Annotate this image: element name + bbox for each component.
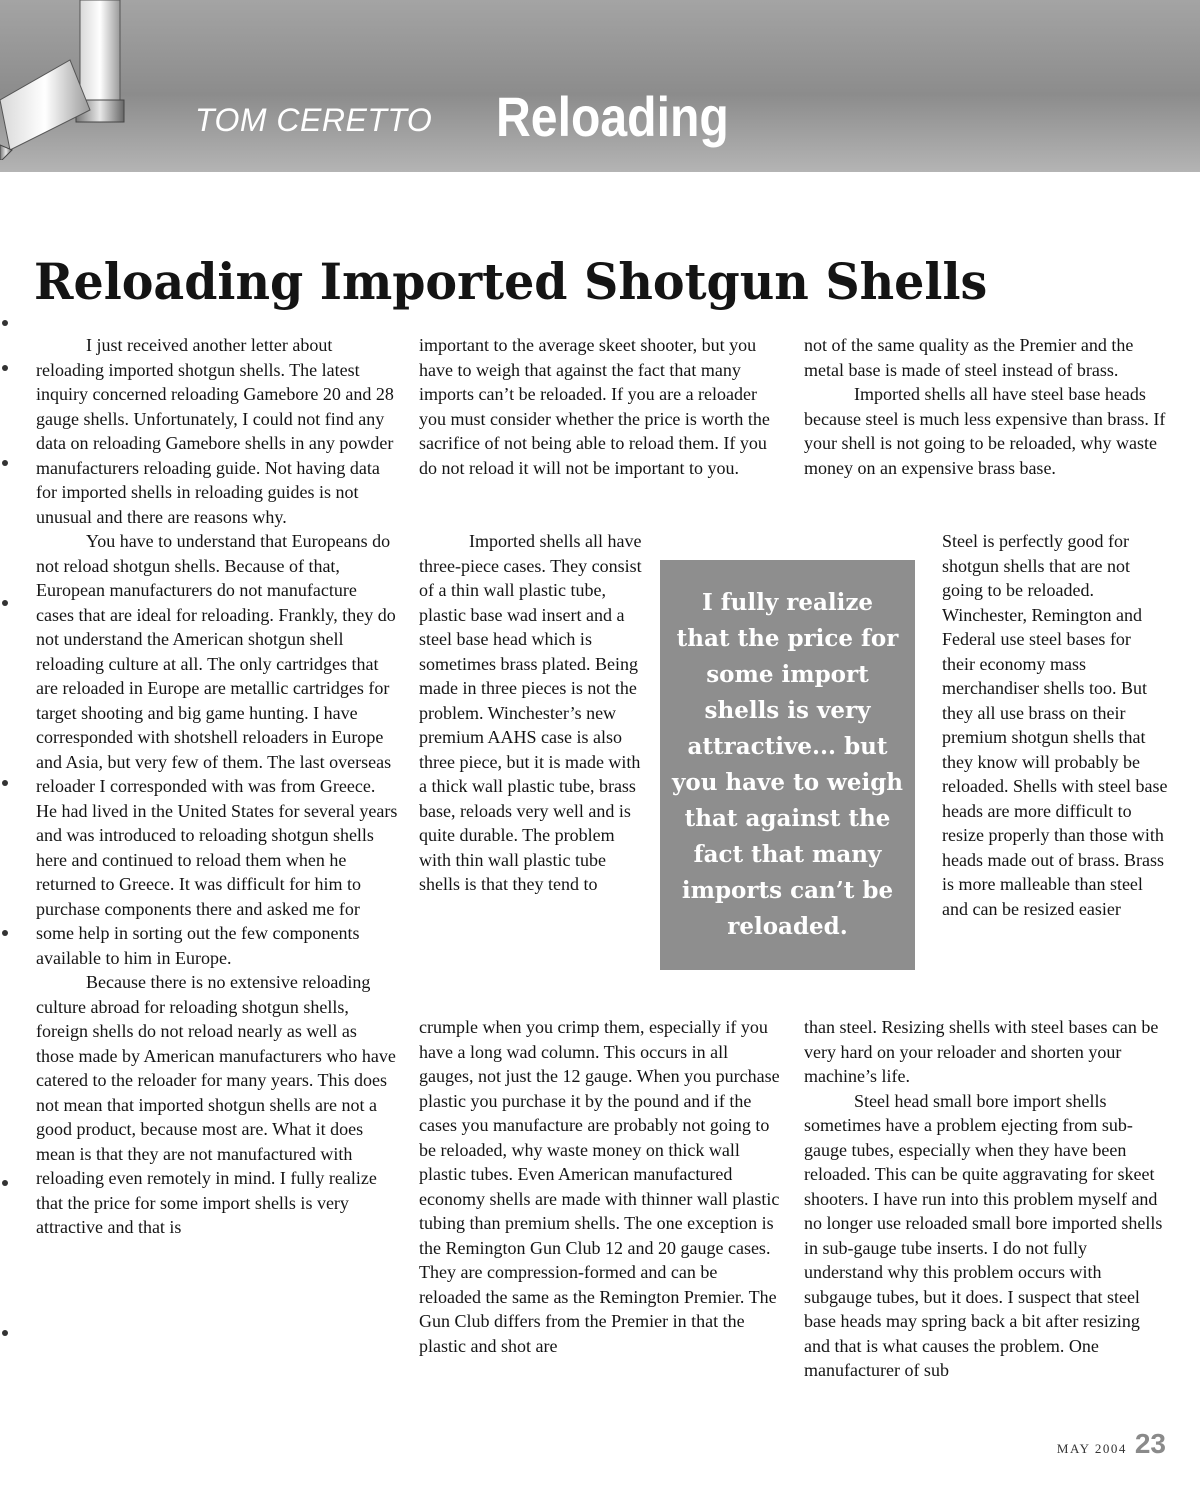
paragraph: than steel. Resizing shells with steel bases can be very hard on your reloader and shorten your machine’s life. — [804, 1017, 1159, 1086]
header-banner — [0, 0, 1200, 172]
paragraph: I just received another letter about reloading imported shotgun shells. The latest inquiry concerned reloading Gamebore 20 and 28 gauge shells. Unfortunately, I could not find any data on reloading Gamebore shells in any powder manufacturers reloading guide. Not having data for imported shells in reloading guides is not unusual and there are reasons why. — [36, 335, 394, 527]
margin-marks — [0, 170, 12, 1420]
column-2-narrow — [419, 529, 647, 897]
column-3-narrow — [942, 529, 1168, 921]
paragraph: You have to understand that Europeans do not reload shotgun shells. Because of that, European manufacturers do not manufacture cases that are ideal for reloading. Frankly, they do not understand the American shotgun shell reloading culture at all. The only cartridges that are reloaded in Europe are metallic cartridges for target shooting and big game hunting. I have corresponded with shotshell reloaders in Europe and Asia, but very few of them. The last overseas reloader I corresponded with was from Greece. He had lived in the United States for several years and was introduced to reloading shotgun shells here and continued to reload them when he returned to Greece. It was difficult for him to purchase components there and asked me for some help in sorting out the few components available to him in Europe. — [36, 531, 398, 968]
issue-date: MAY 2004 — [1056, 1441, 1127, 1456]
column-2 — [419, 333, 781, 480]
page-number: 23 — [1134, 1428, 1166, 1459]
section-title: Reloading — [496, 85, 729, 148]
paragraph: important to the average skeet shooter, but you have to weigh that against the fact that many imports can’t be reloaded. If you are a reloader you must consider whether the price is worth the sacrifice of not being able to reload them. If you do not reload it will not be important to you. — [419, 335, 770, 478]
pull-quote — [660, 560, 915, 970]
pull-quote-text: I fully realize that the price for some import shells is very attractive... but you have to weigh that against the fact that many imports can’t be reloaded. — [672, 589, 904, 940]
column-3-continued — [804, 1015, 1168, 1383]
author-name: TOM CERETTO — [195, 102, 433, 138]
column-1 — [36, 333, 398, 1240]
paragraph: not of the same quality as the Premier and the metal base is made of steel instead of brass. — [804, 335, 1134, 380]
column-2-continued — [419, 1015, 781, 1358]
article-title: Reloading Imported Shotgun Shells — [34, 251, 988, 311]
paragraph: Steel head small bore import shells sometimes have a problem ejecting from sub-gauge tubes, especially when they have been reloaded. This can be quite aggravating for skeet shooters. I have run into this problem myself and no longer use reloaded small bore imported shells in sub-gauge tube inserts. I do not fully understand why this problem occurs with subgauge tubes, but it does. I suspect that steel base heads may spring back a bit after resizing and that is what causes the problem. One manufacturer of sub — [804, 1090, 1163, 1380]
paragraph: Steel is perfectly good for shotgun shells that are not going to be reloaded. Winchester, Remington and Federal use steel bases for their economy mass merchandiser shells too. But they all use brass on their premium shotgun shells that they know will probably be reloaded. Shells with steel base heads are more difficult to resize properly than those with heads made out of brass. Brass is more malleable than steel and can be resized easier — [942, 531, 1168, 919]
page-folio — [1057, 1428, 1166, 1460]
column-3 — [804, 333, 1168, 480]
paragraph: crumple when you crimp them, especially if you have a long wad column. This occurs in all gauges, not just the 12 gauge. When you purchase plastic you purchase it by the pound and if the cases you manufacture are probably not going to be reloaded, why waste money on thick wall plastic tubes. Even American manufactured economy shells are made with thinner wall plastic tubing than premium shells. The one exception is the Remington Gun Club 12 and 20 gauge cases. They are compression-formed and can be reloaded the same as the Remington Premier. The Gun Club differs from the Premier in that the plastic and shot are — [419, 1017, 780, 1356]
shotgun-shell-icon — [0, 0, 140, 160]
paragraph: Imported shells all have three-piece cases. They consist of a thin wall plastic tube, plastic base wad insert and a steel base head which is sometimes brass plated. Being made in three pieces is not the problem. Winchester’s new premium AAHS case is also three piece, but it is made with a thick wall plastic tube, brass base, reloads very well and is quite durable. The problem with thin wall plastic tube shells is that they tend to — [419, 531, 642, 894]
paragraph: Because there is no extensive reloading culture abroad for reloading shotgun shells, foreign shells do not reload nearly as well as those made by American manufacturers who have catered to the reloader for many years. This does not mean that imported shotgun shells are not a good product, because most are. What it does mean is that they are not manufactured with reloading even remotely in mind. I fully realize that the price for some import shells is very attractive and that is — [36, 972, 396, 1237]
paragraph: Imported shells all have steel base heads because steel is much less expensive than brass. If your shell is not going to be reloaded, why waste money on an expensive brass base. — [804, 384, 1166, 478]
